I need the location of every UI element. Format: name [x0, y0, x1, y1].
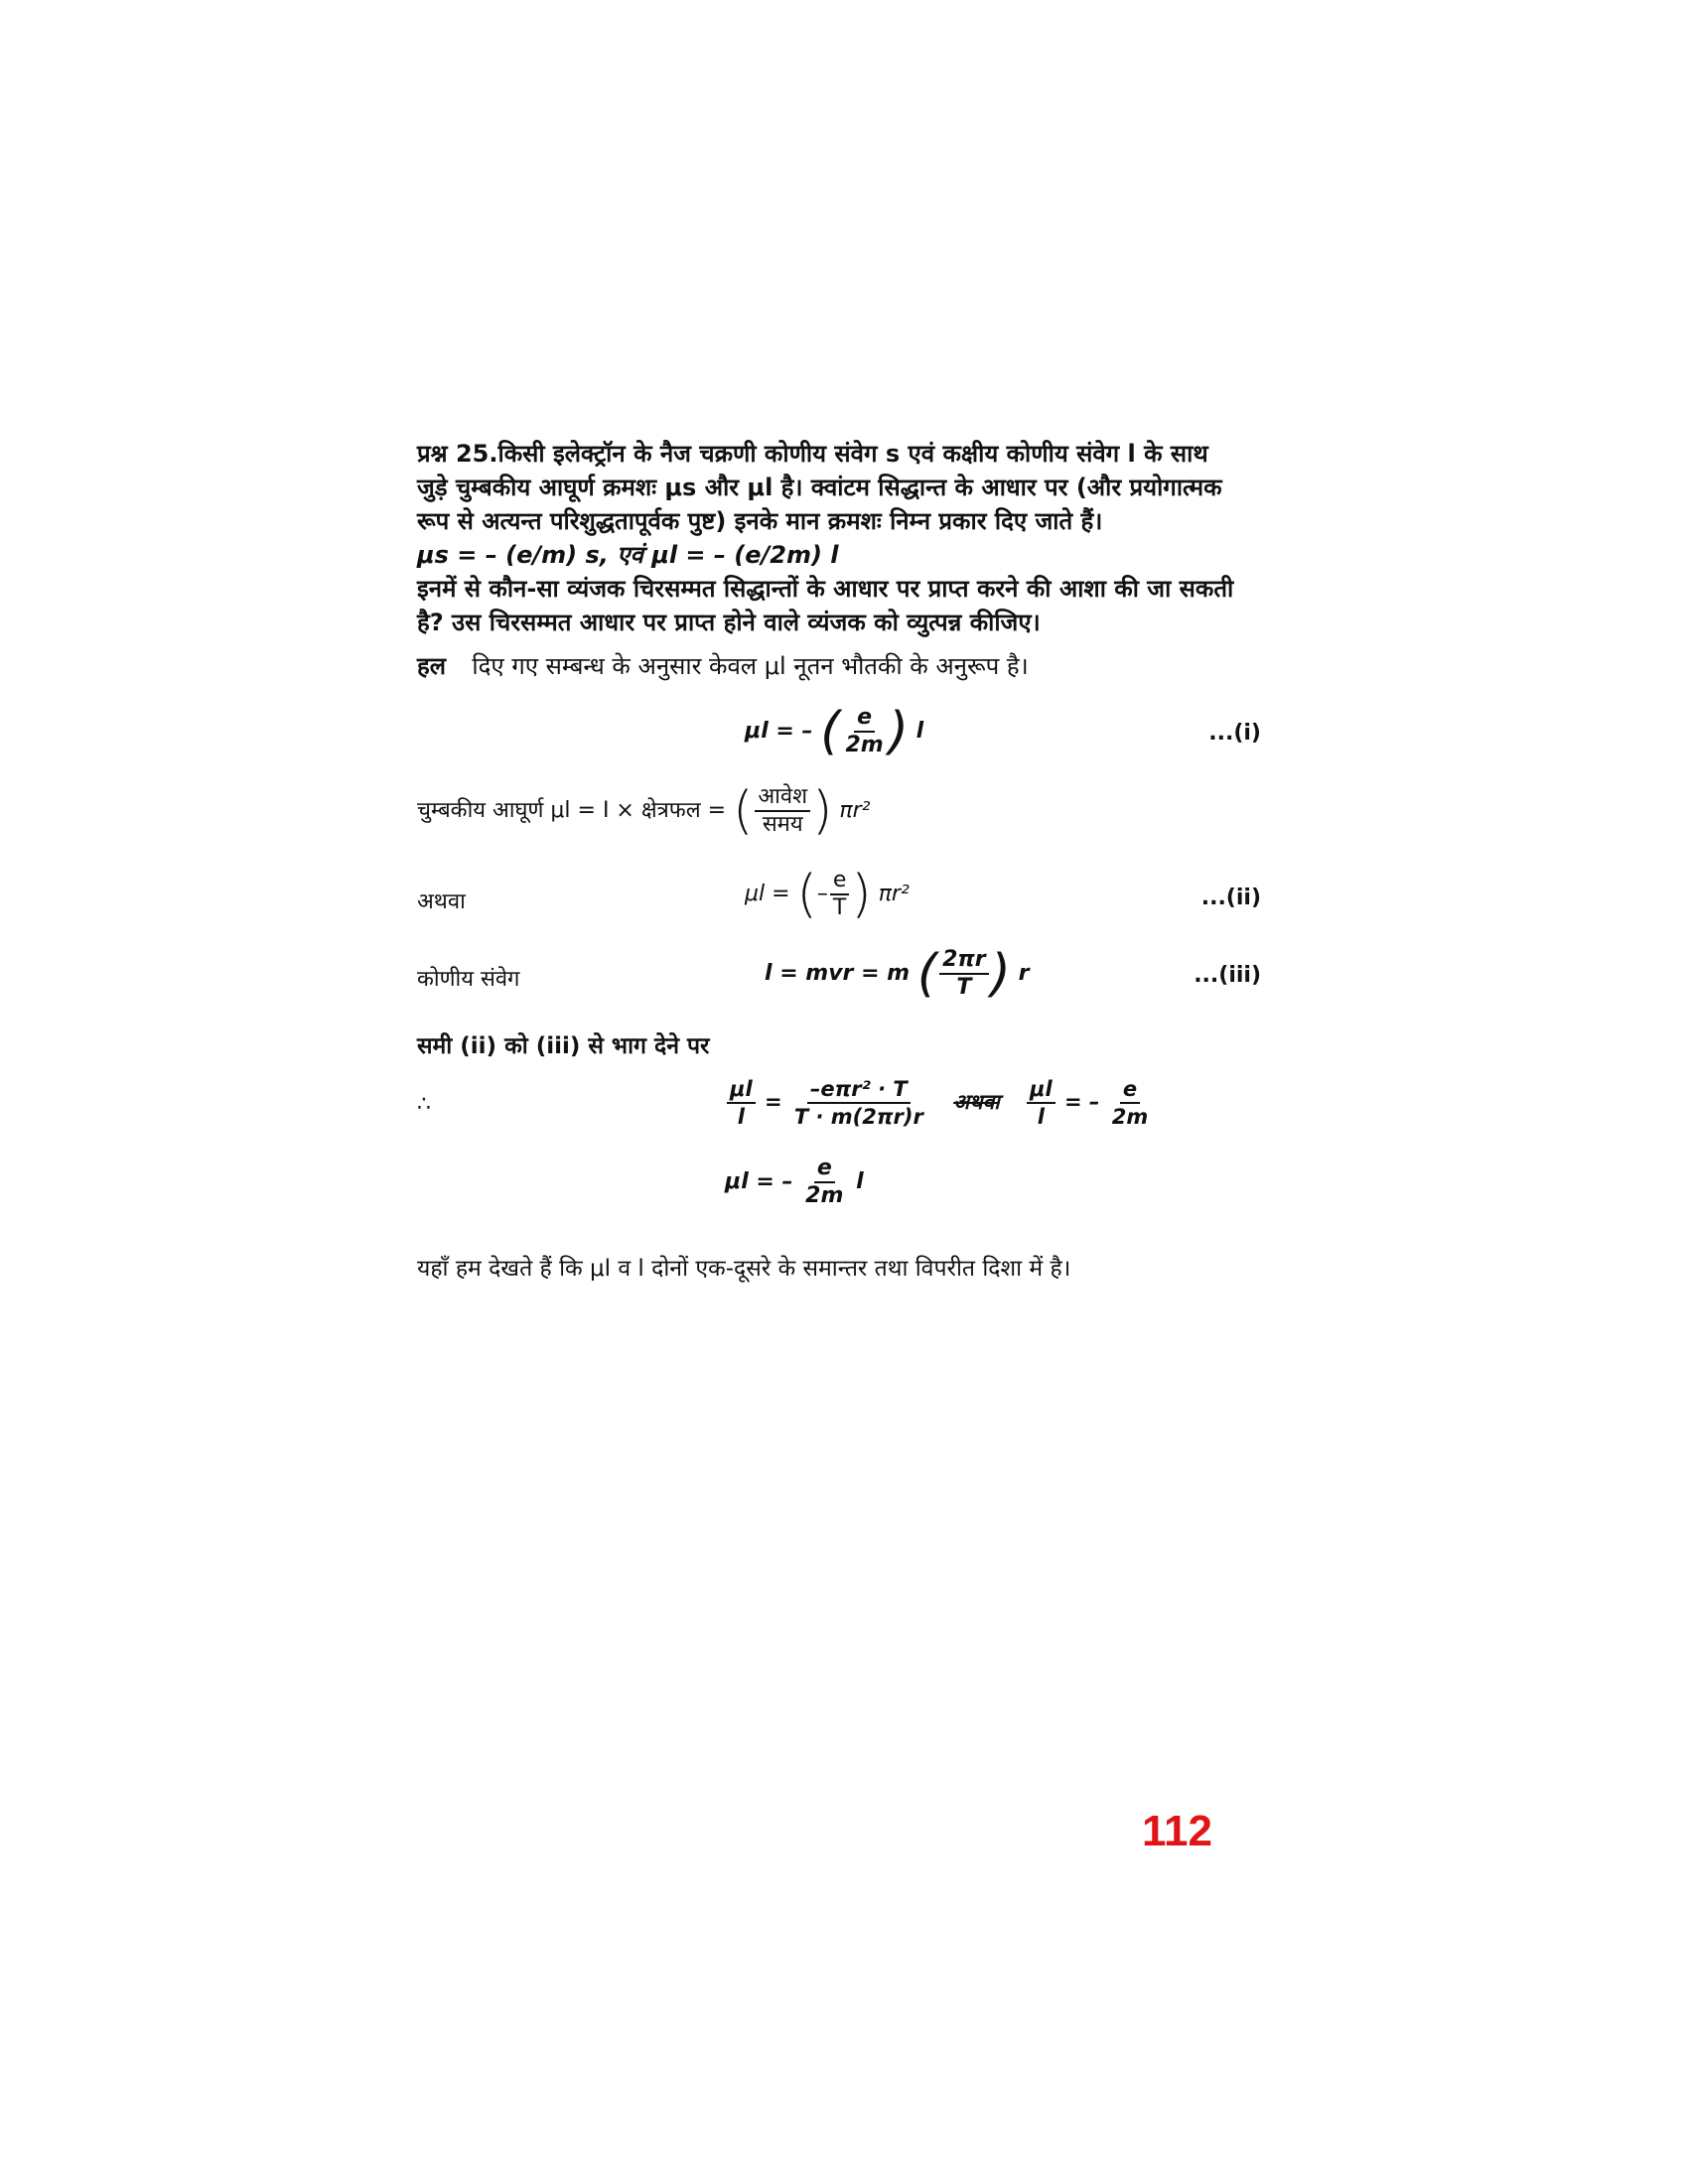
equation-3-tag: ...(iii) [1194, 963, 1261, 988]
equation-5: μl = – $\frac{e}{2m}$ l [725, 1156, 864, 1208]
equation-4: ∴ $\frac{\mu l}{l}$ = $\frac{\text{–eπr² · T}}{T \cdot m(2\pi r)r}$ अथवा $\frac{\mu l}{l}$ = – $\frac{e}{2m}$ [417, 1077, 1149, 1129]
therefore-symbol: ∴ [417, 1092, 431, 1117]
question-line-3: रूप से अत्यन्त परिशुद्धतापूर्वक पुष्ट) इनके मान क्रमशः निम्न प्रकार दिए जाते हैं। [417, 507, 1103, 535]
question-line-5: इनमें से कौन-सा व्यंजक चिरसम्मत सिद्धान्तों के आधार पर प्राप्त करने की आशा की जा सकती [417, 575, 1234, 603]
equation-3-label: कोणीय संवेग [417, 967, 520, 992]
question-line-6: है? उस चिरसम्मत आधार पर प्राप्त होने वाले व्यंजक को व्युत्पन्न कीजिए। [417, 609, 1041, 636]
equation-2: अथवा μl = (– $\frac{e}{T}$ ) πr² ...(ii) [417, 865, 1261, 924]
question-block [417, 437, 1261, 639]
equation-1: μl = – ( $\frac{e}{2m}$ ) l ...(i) [745, 702, 1261, 761]
page-number: 112 [1142, 1807, 1212, 1855]
equation-1-tag: ...(i) [1208, 721, 1261, 746]
question-line-2: जुड़े चुम्बकीय आघूर्ण क्रमशः μs और μl है। क्वांटम सिद्धान्त के आधार पर (और प्रयोगात्मक [417, 474, 1222, 501]
equation-2-label: अथवा [417, 889, 466, 914]
conclusion-text: यहाँ हम देखते हैं कि μl व l दोनों एक-दूसरे के समान्तर तथा विपरीत दिशा में है। [417, 1256, 1071, 1282]
question-label: प्रश्न 25. [417, 440, 498, 468]
question-line-4: μs = – (e/m) s, एवं μl = – (e/2m) l [417, 541, 839, 569]
page-content [417, 437, 1261, 1283]
equation-moment: चुम्बकीय आघूर्ण μl = I × क्षेत्रफल = ( $\frac{\text{आवेश}}{\text{समय}}$ ) πr² [417, 781, 871, 841]
solution-intro-text: दिए गए सम्बन्ध के अनुसार केवल μl नूतन भौतकी के अनुरूप है। [472, 652, 1029, 680]
strike-text: अथवा [953, 1090, 1000, 1114]
equation-2-tag: ...(ii) [1200, 886, 1261, 910]
equation-3: कोणीय संवेग l = mvr = m ( $\frac{2\pi r}{T}$ ) r ...(iii) [417, 944, 1261, 1004]
divide-instruction: समी (ii) को (iii) से भाग देने पर [417, 1033, 710, 1059]
solution-intro [417, 649, 1261, 683]
solution-label: हल [417, 652, 447, 680]
question-line-1: प्रश्न 25.किसी इलेक्ट्रॉन के नैज चक्रणी कोणीय संवेग s एवं कक्षीय कोणीय संवेग l के साथ [417, 440, 1208, 468]
